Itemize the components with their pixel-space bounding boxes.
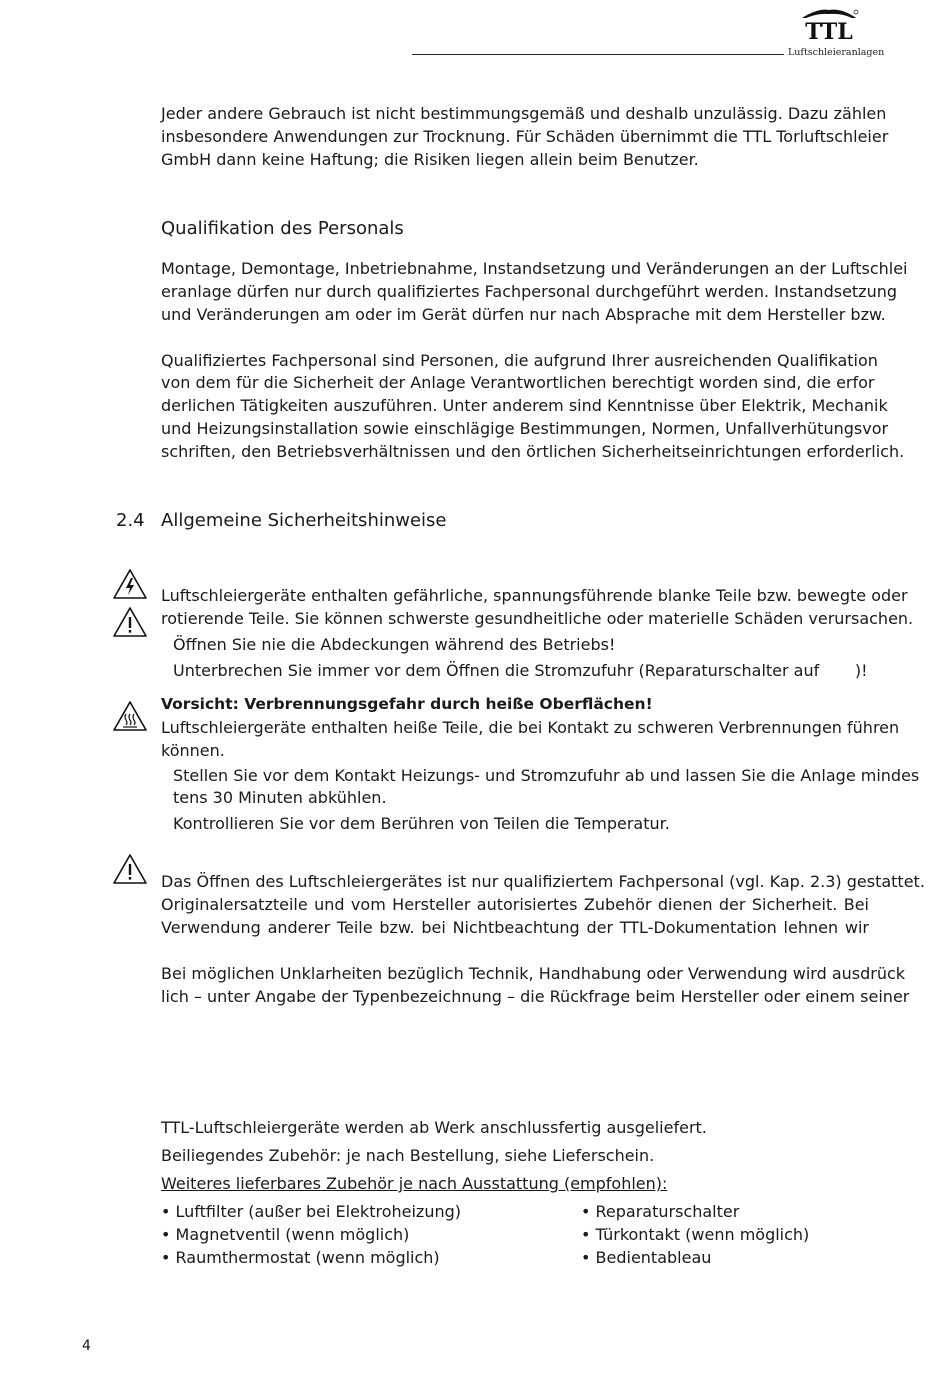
intro-line: Jeder andere Gebrauch ist nicht bestimmungsgemäß und deshalb unzulässig. Dazu zählen: [161, 104, 887, 123]
electric-warning-item: Unterbrechen Sie immer vor dem Öffnen die Stromzufuhr (Reparaturschalter auf )!: [173, 661, 868, 680]
hot-surface-icon: [112, 700, 148, 732]
qualification-heading: Qualifikation des Personals: [161, 218, 404, 239]
delivery-line: Beiliegendes Zubehör: je nach Bestellung, siehe Lieferschein.: [161, 1146, 655, 1165]
qualification-line: und Heizungsinstallation sowie einschlägige Bestimmungen, Normen, Unfallverhütungsvor: [161, 419, 889, 438]
logo-subtitle: Luftschleieranlagen: [788, 47, 885, 58]
warning-icon: [112, 853, 148, 885]
logo-text: TTL: [805, 19, 853, 42]
electric-warning-item: Öffnen Sie nie die Abdeckungen während des Betriebs!: [173, 635, 616, 654]
qualification-line: eranlage dürfen nur durch qualifiziertes Fachpersonal durchgeführt werden. Instandsetzung: [161, 282, 898, 301]
accessory-item: • Bedientableau: [581, 1248, 712, 1267]
page-number: 4: [82, 1338, 91, 1354]
qualification-line: Qualifiziertes Fachpersonal sind Personen, die aufgrund Ihrer ausreichenden Qualifikation: [161, 351, 878, 370]
intro-line: GmbH dann keine Haftung; die Risiken liegen allein beim Benutzer.: [161, 150, 699, 169]
hot-warning-item: Kontrollieren Sie vor dem Berühren von Teilen die Temperatur.: [173, 814, 670, 833]
accessory-item: • Raumthermostat (wenn möglich): [161, 1248, 440, 1267]
general-warning-line: Bei möglichen Unklarheiten bezüglich Technik, Handhabung oder Verwendung wird ausdrück: [161, 964, 906, 983]
accessory-item: • Magnetventil (wenn möglich): [161, 1225, 410, 1244]
qualification-line: von dem für die Sicherheit der Anlage Verantwortlichen berechtigt worden sind, die erfor: [161, 373, 875, 392]
qualification-line: Montage, Demontage, Inbetriebnahme, Instandsetzung und Veränderungen an der Luftschlei: [161, 259, 908, 278]
electric-hazard-icon: [112, 568, 148, 600]
hot-warning-item: Stellen Sie vor dem Kontakt Heizungs- und Stromzufuhr ab und lassen Sie die Anlage mindes: [173, 766, 920, 785]
delivery-line: TTL-Luftschleiergeräte werden ab Werk anschlussfertig ausgeliefert.: [161, 1118, 707, 1137]
hot-warning-title: Vorsicht: Verbrennungsgefahr durch heiße Oberflächen!: [161, 695, 653, 713]
qualification-line: und Veränderungen am oder im Gerät dürfen nur nach Absprache mit dem Hersteller bzw.: [161, 305, 886, 324]
electric-warning-line: Luftschleiergeräte enthalten gefährliche, spannungsführende blanke Teile bzw. bewegte oder: [161, 586, 908, 605]
accessory-item: • Türkontakt (wenn möglich): [581, 1225, 810, 1244]
electric-warning-line: rotierende Teile. Sie können schwerste gesundheitliche oder materielle Schäden verursachen.: [161, 609, 914, 628]
qualification-line: schriften, den Betriebsverhältnissen und den örtlichen Sicherheitseinrichtungen erforderlich.: [161, 442, 905, 461]
section-number: 2.4: [116, 510, 145, 531]
hot-warning-line: können.: [161, 741, 225, 760]
general-warning-line: Verwendung anderer Teile bzw. bei Nichtbeachtung der TTL-Dokumentation lehnen wir: [161, 918, 869, 937]
section-title: Allgemeine Sicherheitshinweise: [161, 510, 447, 531]
header-rule: [412, 54, 784, 55]
qualification-line: derlichen Tätigkeiten auszuführen. Unter anderem sind Kenntnisse über Elektrik, Mechanik: [161, 396, 888, 415]
accessory-heading: Weiteres lieferbares Zubehör je nach Ausstattung (empfohlen):: [161, 1174, 668, 1193]
warning-icon: [112, 606, 148, 638]
ttl-logo: [798, 8, 860, 42]
hot-warning-item: tens 30 Minuten abkühlen.: [173, 788, 387, 807]
general-warning-line: Das Öffnen des Luftschleiergerätes ist nur qualifiziertem Fachpersonal (vgl. Kap. 2.3) gestattet.: [161, 872, 925, 891]
hot-warning-line: Luftschleiergeräte enthalten heiße Teile, die bei Kontakt zu schweren Verbrennungen führen: [161, 718, 900, 737]
general-warning-line: lich – unter Angabe der Typenbezeichnung – die Rückfrage beim Hersteller oder einem seiner: [161, 987, 910, 1006]
intro-line: insbesondere Anwendungen zur Trocknung. Für Schäden übernimmt die TTL Torluftschleier: [161, 127, 889, 146]
accessory-item: • Luftfilter (außer bei Elektroheizung): [161, 1202, 461, 1221]
general-warning-line: Originalersatzteile und vom Hersteller autorisiertes Zubehör dienen der Sicherheit. Bei: [161, 895, 869, 914]
accessory-item: • Reparaturschalter: [581, 1202, 740, 1221]
